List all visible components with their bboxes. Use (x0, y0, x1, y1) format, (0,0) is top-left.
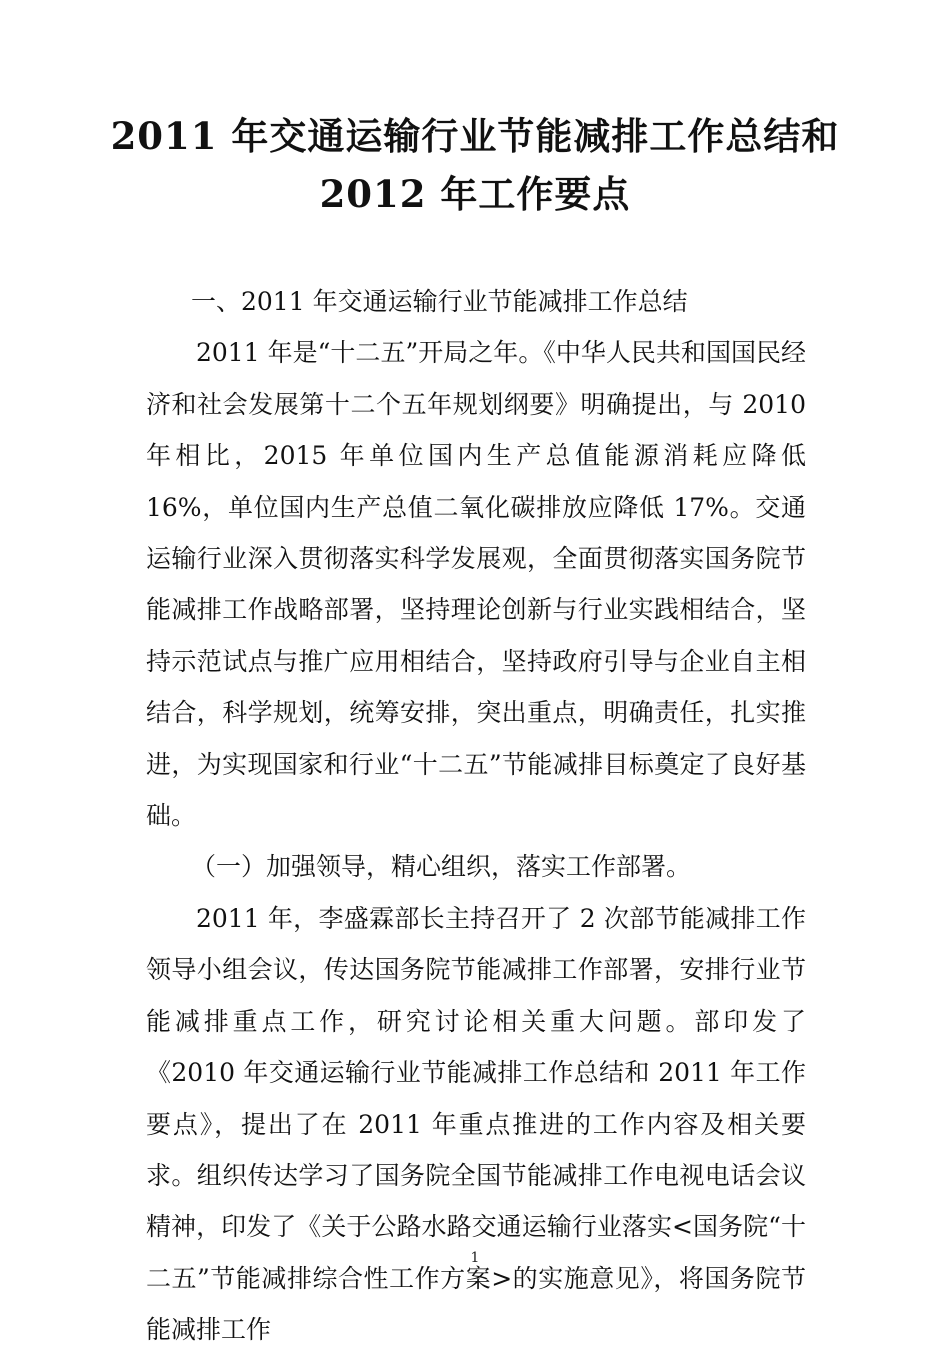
document-title-line-2: 2012 年工作要点 (319, 172, 631, 216)
page-number: 1 (470, 1250, 480, 1266)
document-body (146, 276, 806, 1356)
subheading-1: （一）加强领导，精心组织，落实工作部署。 (191, 852, 692, 882)
document-title-line-1: 2011 年交通运输行业节能减排工作总结和 (110, 114, 840, 158)
paragraph-1: 2011 年是“十二五”开局之年。《中华人民共和国国民经济和社会发展第十二个五年规划纲要》明确提出，与 2010 年相比，2015 年单位国内生产总值能源消耗应降低 16%，单位国内生产总值二氧化碳排放应降低 17%。交通运输行业深入贯彻落实科学发展观，全面贯彻落实国务院节能减排工作战略部署，坚持理论创新与行业实践相结合，坚持示范试点与推广应用相结合，坚持政府引导与企业自主相结合，科学规划，统筹安排，突出重点，明确责任，扎实推进，为实现国家和行业“十二五”节能减排目标奠定了良好基础。 (146, 338, 806, 831)
paragraph-2: 2011 年，李盛霖部长主持召开了 2 次部节能减排工作领导小组会议，传达国务院节能减排工作部署，安排行业节能减排重点工作，研究讨论相关重大问题。部印发了《2010 年交通运输行业节能减排工作总结和 2011 年工作要点》，提出了在 2011 年重点推进的工作内容及相关要求。组织传达学习了国务院全国节能减排工作电视电话会议精神，印发了《关于公路水路交通运输行业落实<国务院“十二五”节能减排综合性工作方案>的实施意见》，将国务院节能减排工作 (146, 903, 806, 1345)
section-heading: 一、2011 年交通运输行业节能减排工作总结 (191, 287, 688, 316)
